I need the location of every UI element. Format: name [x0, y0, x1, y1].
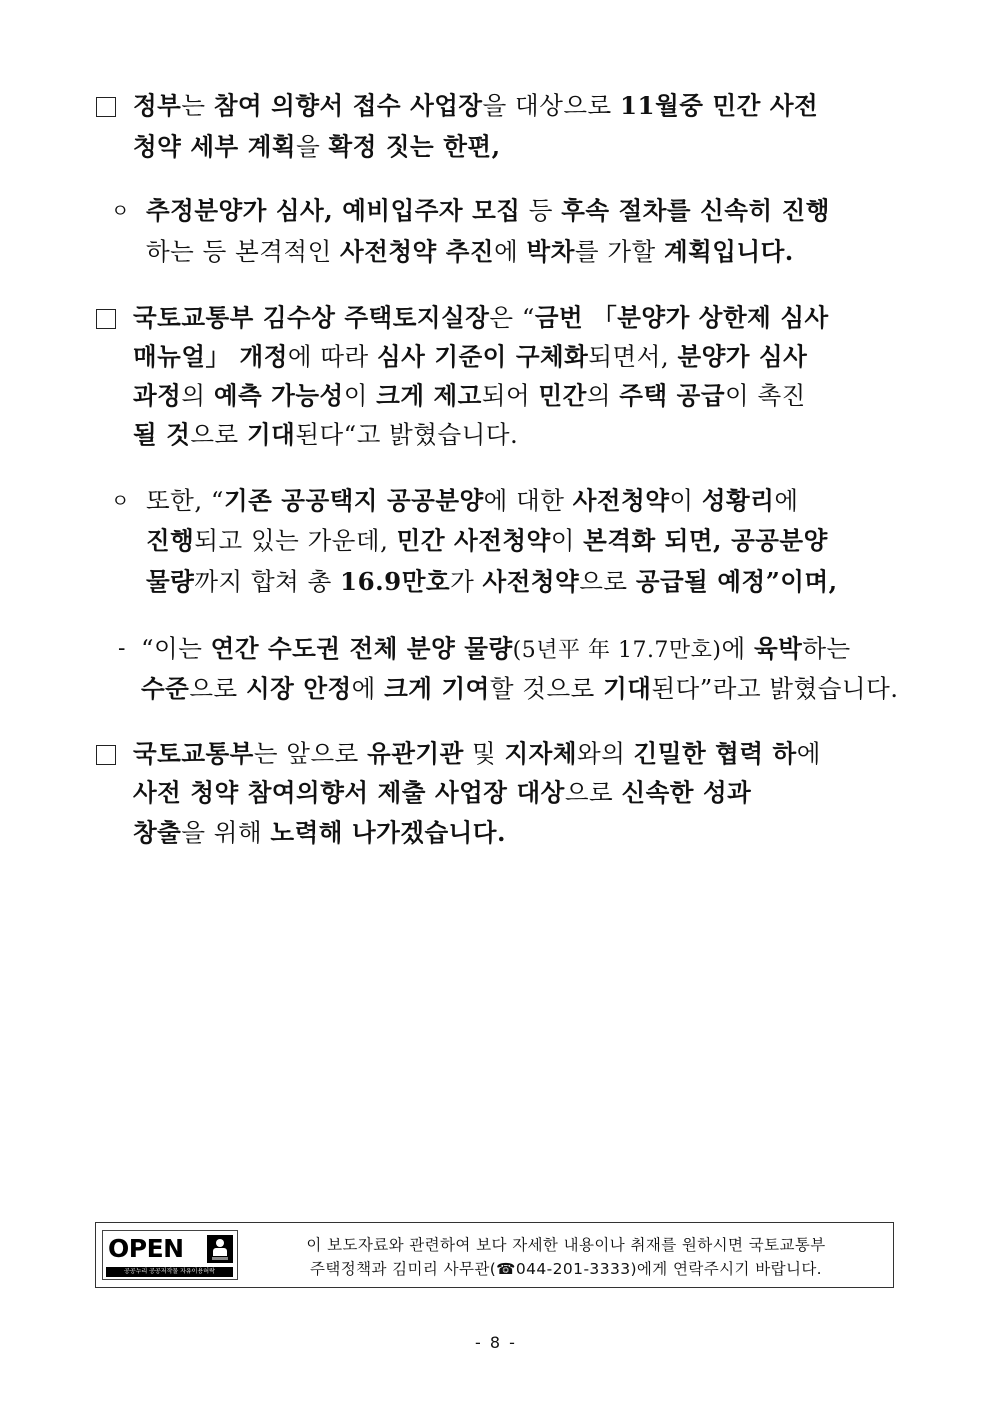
text-bold: 될 것: [133, 420, 191, 449]
text-bold: 매뉴얼」 개정: [133, 342, 288, 371]
text: 에 따라: [287, 342, 377, 371]
paragraph-2-line-2: [146, 235, 794, 269]
text: 하는 등 본격적인: [146, 237, 341, 266]
text: “이는: [141, 634, 211, 663]
text: 에: [494, 237, 527, 266]
text-bold: 기대: [603, 674, 652, 703]
text-bold: 진행: [146, 526, 195, 555]
text: 을: [296, 132, 329, 161]
text: 을 위해: [181, 818, 271, 847]
paragraph-1-line-2: [133, 130, 501, 164]
paragraph-3-line-1: [133, 301, 829, 335]
text: 되어: [481, 381, 539, 410]
text: 에: [796, 739, 821, 768]
text-bold: 본격화 되면, 공공분양: [583, 526, 828, 555]
text: 되면서,: [588, 342, 678, 371]
text: 는 앞으로: [253, 739, 368, 768]
text: 는: [181, 91, 214, 120]
text: 의: [586, 381, 620, 410]
open-logo-text: OPEN: [108, 1234, 184, 1263]
text: 까지 합쳐 총: [194, 567, 341, 596]
text-bold: 국토교통부 김수상 주택토지실장: [133, 303, 490, 332]
text-bold: 확정 짓는 한편,: [328, 132, 501, 161]
text: 가: [450, 567, 483, 596]
text-bold: 연간 수도권 전체 분양 물량: [210, 634, 513, 663]
text: 을 대상으로: [482, 91, 620, 120]
text: 의: [181, 381, 214, 410]
text-bold: 예측 가능성: [213, 381, 344, 410]
text-bold: 후속 절차를 신속히 진행: [561, 196, 830, 225]
person-icon: [207, 1235, 233, 1263]
text-bold: 창출: [133, 818, 182, 847]
paragraph-4-line-3: [146, 565, 838, 599]
circle-bullet: ㅇ: [111, 200, 130, 222]
contact-line-2: 주택정책과 김미리 사무관(☎044-201-3333)에게 연락주시기 바랍니다.: [309, 1260, 823, 1278]
text-bold: 긴밀한 협력 하: [633, 739, 797, 768]
text: (5년平 年 17.7만호): [512, 638, 722, 663]
paragraph-1-line-1: [133, 89, 818, 123]
paragraph-6-line-2: [133, 776, 751, 810]
dash-bullet: -: [118, 636, 126, 661]
text: 된다“고 밝혔습니다.: [295, 420, 519, 449]
text: 에 대한: [483, 486, 573, 515]
text-bold: 기존 공공택지 공공분양: [223, 486, 484, 515]
text-bold: 기대: [247, 420, 296, 449]
text-bold: 사전청약: [572, 486, 670, 515]
text-bold: 민간 사전청약: [396, 526, 551, 555]
paragraph-2-line-1: [146, 194, 830, 228]
text-bold: 계획입니다.: [663, 237, 794, 266]
text: 등: [520, 196, 562, 225]
text-bold: 수준: [141, 674, 190, 703]
checkbox-bullet: [96, 97, 116, 117]
text-bold: 참여 의향서 접수 사업장: [213, 91, 483, 120]
paragraph-5-line-1: [141, 632, 851, 668]
text: 되고 있는 가운데,: [194, 526, 397, 555]
text-bold: 시장 안정: [245, 674, 352, 703]
text: 를 가할: [574, 237, 664, 266]
text: 으로: [579, 567, 636, 596]
text-bold: 금번 「분양가 상한제 심사: [534, 303, 829, 332]
text-bold: 사전청약 추진: [340, 237, 495, 266]
text: 으로: [190, 420, 247, 449]
paragraph-6-line-1: [133, 737, 821, 771]
text: 으로: [564, 778, 622, 807]
text-bold: 신속한 성과: [621, 778, 752, 807]
paragraph-3-line-4: [133, 418, 518, 452]
paragraph-3-line-2: [133, 340, 807, 374]
paragraph-5-line-2: [141, 672, 899, 706]
text-bold: 주택 공급: [619, 381, 725, 410]
text-bold: 성황리: [701, 486, 775, 515]
text: 이: [669, 486, 702, 515]
text-bold: 사전청약: [482, 567, 580, 596]
text: 에: [351, 674, 385, 703]
text-bold: 물량: [146, 567, 195, 596]
text: 할 것으로: [489, 674, 604, 703]
text: 에: [721, 634, 754, 663]
text: 에: [774, 486, 799, 515]
text-bold: 사전 청약 참여의향서 제출 사업장 대상: [133, 778, 565, 807]
text-bold: 정부: [133, 91, 182, 120]
text-bold: 크게 기여: [384, 674, 490, 703]
text: 이: [550, 526, 584, 555]
checkbox-bullet: [96, 309, 116, 329]
paragraph-4-line-1: [146, 484, 799, 518]
text-bold: 지자체: [504, 739, 578, 768]
text: 및: [463, 739, 505, 768]
text: 된다”라고 밝혔습니다.: [651, 674, 899, 703]
paragraph-3-line-3: [133, 379, 806, 413]
text-bold: 심사 기준이 구체화: [376, 342, 589, 371]
text-bold: 16.9만호: [340, 567, 451, 596]
paragraph-6-line-3: [133, 816, 506, 850]
text: 이 촉진: [725, 381, 806, 410]
text-bold: 과정: [133, 381, 182, 410]
text: 은 “: [489, 303, 535, 332]
text-bold: 공급될 예정”이며,: [635, 567, 838, 596]
text-bold: 육박: [753, 634, 803, 663]
page-number: - 8 -: [475, 1333, 517, 1352]
text: 와의: [577, 739, 634, 768]
text-bold: 노력해 나가겠습니다.: [270, 818, 506, 847]
contact-line-1: 이 보도자료와 관련하여 보다 자세한 내용이나 취재를 원하시면 국토교통부: [306, 1236, 826, 1254]
contact-footer: [95, 1222, 894, 1288]
text-bold: 민간: [538, 381, 587, 410]
circle-bullet: ㅇ: [111, 490, 130, 512]
open-license-logo: [102, 1230, 238, 1280]
text-bold: 유관기관: [367, 739, 464, 768]
text-bold: 분양가 심사: [677, 342, 808, 371]
text-bold: 국토교통부: [133, 739, 254, 768]
text-bold: 박차: [526, 237, 575, 266]
text-bold: 11월중 민간 사전: [620, 91, 819, 120]
text-bold: 청약 세부 계획: [133, 132, 297, 161]
paragraph-4-line-2: [146, 524, 828, 558]
checkbox-bullet: [96, 745, 116, 765]
text-bold: 추정분양가 심사, 예비입주자 모집: [146, 196, 521, 225]
open-logo-subtext: 공공누리 공공저작물 자유이용허락: [106, 1267, 233, 1277]
text: 또한, “: [146, 486, 224, 515]
text: 이: [343, 381, 377, 410]
text: 으로: [189, 674, 246, 703]
text: 하는: [802, 634, 851, 663]
text-bold: 크게 제고: [376, 381, 482, 410]
